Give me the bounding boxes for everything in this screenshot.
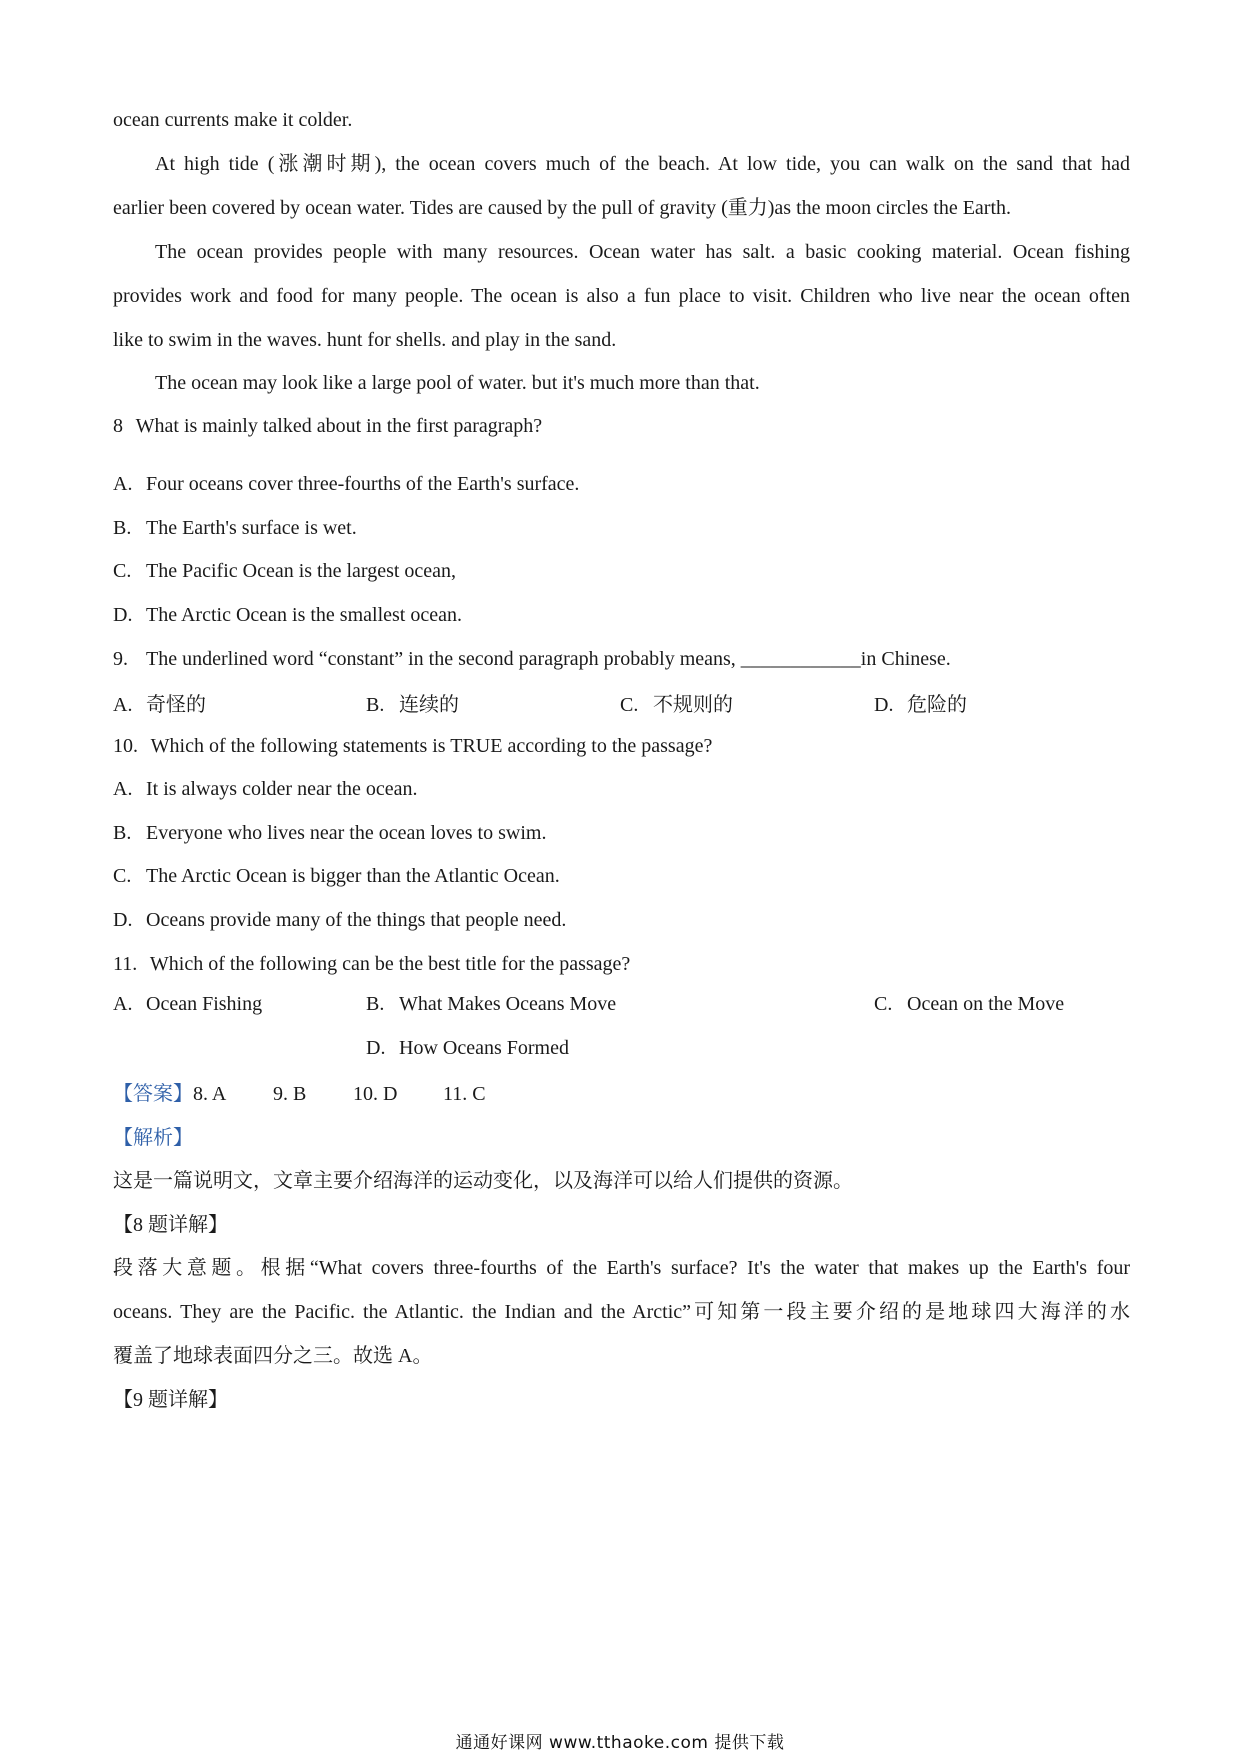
question-text: Which of the following statements is TRUE according to the passage? <box>150 735 713 757</box>
passage-line: ocean currents make it colder. <box>113 109 353 131</box>
passage-paragraph-2-line-2: earlier been covered by ocean water. Tides are caused by the pull of gravity (重力)as the moon circles the Earth. <box>113 197 1012 219</box>
option-letter: A. <box>113 473 133 495</box>
passage-paragraph-3-line-2: provides work and food for many people. The ocean is also a fun place to visit. Children who live near the ocean often <box>113 285 1130 307</box>
option-letter: C. <box>620 694 639 716</box>
detail-8-line-1: 段落大意题。根据“What covers three-fourths of the Earth's surface? It's the water that makes up the Earth's four <box>113 1257 1130 1279</box>
detail-8-line-2: oceans. They are the Pacific. the Atlantic. the Indian and the Arctic”可知第一段主要介绍的是地球四大海洋的水 <box>113 1301 1130 1323</box>
answer-item: 11. C <box>443 1083 486 1105</box>
option-text: The Arctic Ocean is the smallest ocean. <box>146 604 462 626</box>
option-letter: C. <box>113 865 132 887</box>
passage-paragraph-3-line-3: like to swim in the waves. hunt for shells. and play in the sand. <box>113 329 617 351</box>
option-text: Four oceans cover three-fourths of the Earth's surface. <box>146 473 580 495</box>
option-text: The Arctic Ocean is bigger than the Atlantic Ocean. <box>146 865 560 887</box>
analysis-label: 【解析】 <box>113 1127 193 1149</box>
question-10 <box>113 732 1130 760</box>
answer-label: 【答案】 <box>113 1083 193 1105</box>
option-letter: B. <box>113 822 132 844</box>
question-8-option-a <box>113 470 1130 498</box>
answer-item: 9. B <box>273 1083 307 1105</box>
detail-8-line-3: 覆盖了地球表面四分之三。故选 A。 <box>113 1345 433 1367</box>
question-8-option-c <box>113 557 1130 585</box>
answer-item: 10. D <box>353 1083 398 1105</box>
question-10-option-b <box>113 819 1130 847</box>
question-text: Which of the following can be the best title for the passage? <box>149 953 631 975</box>
passage-paragraph-2-line-1: At high tide (涨潮时期), the ocean covers much of the beach. At low tide, you can walk on the sand that had <box>155 153 1130 175</box>
question-11-option-d <box>366 1037 569 1060</box>
question-9-option-d <box>874 688 967 717</box>
question-text: The underlined word “constant” in the second paragraph probably means, ____________in Chinese. <box>146 648 951 670</box>
option-letter: C. <box>113 560 132 582</box>
question-8 <box>113 412 1130 440</box>
question-10-option-c <box>113 862 1130 890</box>
question-11-option-c <box>874 993 1064 1016</box>
question-11-option-b <box>366 993 616 1016</box>
answer-item: 8. A <box>193 1083 227 1105</box>
question-number: 8 <box>113 415 123 437</box>
option-text: 连续的 <box>399 694 459 716</box>
option-letter: A. <box>113 993 133 1015</box>
option-letter: B. <box>113 517 132 539</box>
option-letter: A. <box>113 694 133 716</box>
question-9-option-c <box>620 688 733 717</box>
question-text: What is mainly talked about in the first paragraph? <box>135 415 543 437</box>
option-text: It is always colder near the ocean. <box>146 778 418 800</box>
option-text: 不规则的 <box>653 694 733 716</box>
detail-9-label: 【9 题详解】 <box>113 1389 228 1411</box>
question-11 <box>113 950 1130 978</box>
question-8-option-d <box>113 601 1130 629</box>
option-letter: D. <box>874 694 894 716</box>
passage-paragraph-4-line-1: The ocean may look like a large pool of water. but it's much more than that. <box>155 372 760 394</box>
question-number: 11. <box>113 953 138 975</box>
option-letter: D. <box>113 909 133 931</box>
question-10-option-a <box>113 775 1130 803</box>
option-text: 危险的 <box>907 694 967 716</box>
question-10-option-d <box>113 906 1130 934</box>
question-number: 9. <box>113 648 128 670</box>
option-text: The Earth's surface is wet. <box>146 517 357 539</box>
option-letter: B. <box>366 993 385 1015</box>
option-letter: D. <box>113 604 133 626</box>
question-11-option-a <box>113 993 262 1016</box>
page-footer: 通通好课网 www.tthaoke.com 提供下载 <box>455 1733 785 1753</box>
option-text: Ocean on the Move <box>907 993 1065 1015</box>
question-8-option-b <box>113 514 1130 542</box>
option-text: What Makes Oceans Move <box>399 993 617 1015</box>
question-9 <box>113 645 1130 673</box>
question-9-option-a <box>113 688 206 717</box>
question-9-option-b <box>366 688 459 717</box>
question-number: 10. <box>113 735 138 757</box>
option-text: How Oceans Formed <box>399 1037 569 1059</box>
analysis-text: 这是一篇说明文，文章主要介绍海洋的运动变化，以及海洋可以给人们提供的资源。 <box>113 1170 853 1192</box>
option-letter: C. <box>874 993 893 1015</box>
option-letter: A. <box>113 778 133 800</box>
option-text: The Pacific Ocean is the largest ocean, <box>146 560 457 582</box>
option-letter: D. <box>366 1037 386 1059</box>
option-text: Everyone who lives near the ocean loves to swim. <box>146 822 547 844</box>
option-text: 奇怪的 <box>146 694 206 716</box>
detail-8-label: 【8 题详解】 <box>113 1214 228 1236</box>
option-text: Ocean Fishing <box>146 993 263 1015</box>
answer-key <box>113 1080 1130 1108</box>
option-text: Oceans provide many of the things that people need. <box>146 909 567 931</box>
passage-paragraph-3-line-1: The ocean provides people with many resources. Ocean water has salt. a basic cooking material. Ocean fishing <box>155 241 1130 263</box>
option-letter: B. <box>366 694 385 716</box>
